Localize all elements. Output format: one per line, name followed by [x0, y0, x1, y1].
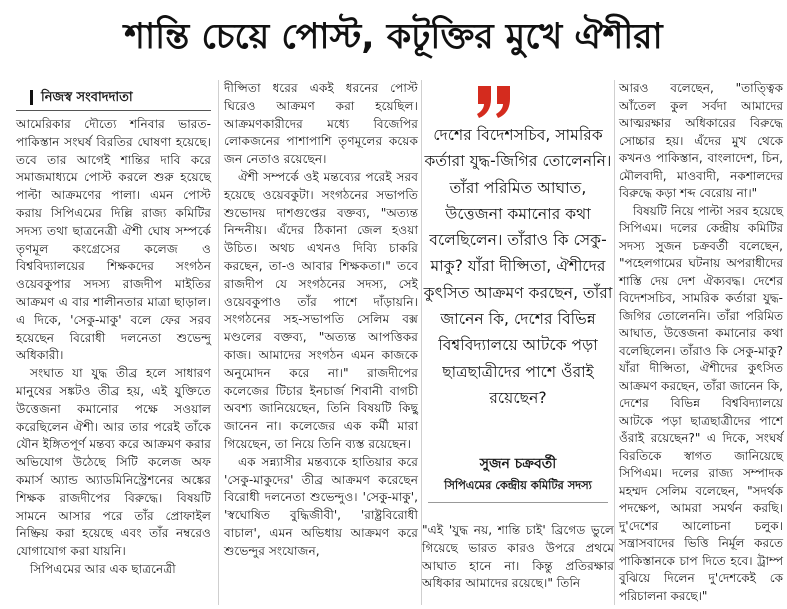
pull-quote-rule: [428, 502, 608, 503]
byline-rule: [16, 110, 211, 111]
column-1: [16, 116, 211, 579]
column-4: [619, 80, 783, 605]
byline-text: নিজস্ব সংবাদদাতা: [30, 90, 133, 105]
byline: [16, 86, 211, 112]
paragraph: বিষয়টি নিয়ে পাল্টা সরব হয়েছে সিপিএম। দলের কেন্দ্রীয় কমিটির সদস্য সুজন চক্রবর্তী বলেছেন, "পহেলগামের ঘটনায় অপরাধীদের শাস্তি দেয় দেশ ঐক্যবদ্ধ। দেশের বিদেশসচিব, সামরিক কর্তারা যুদ্ধ-জিগির তোলেননি। তাঁরা পরিমিত আঘাত, উত্তেজনা কমানোর কথা বলেছিলেন। তাঁরাও কি সেকু-মাকু? যাঁরা দীপ্সিতা, ঐশীদের কুৎসিত আক্রমণ করছেন, তাঁরা জানেন কি, দেশের বিভিন্ন বিশ্ববিদ্যালয়ে আটকে পড়া ছাত্রছাত্রীদের পাশে ওঁরাই রয়েছেন?" এ দিকে, সংঘর্ষ বিরতিকে স্বাগত জানিয়েছে সিপিএম। দলের রাজ্য সম্পাদক মহম্মদ সেলিম বলেছেন, "সদর্থক পদক্ষেপ, আমরা সমর্থন করছি। দু'দেশের আলোচনা চলুক। সন্ত্রাসবাদের ভিত্তি নির্মূল করতে পাকিস্তানকে চাপ দিতে হবে। ট্রাম্প বুঝিয়ে দিলেন দু'দেশকেই কে পরিচালনা করছে।": [619, 203, 783, 603]
headline: শান্তি চেয়ে পোস্ট, কটূক্তির মুখে ঐশীরা: [124, 16, 663, 57]
pull-quote-text: দেশের বিদেশসচিব, সামরিক কর্তারা যুদ্ধ-জিগির তোলেননি। তাঁরা পরিমিত আঘাত, উত্তেজনা কমানোর কথা বলেছিলেন। তাঁরাও কি সেকু-মাকু? যাঁরা দীপ্সিতা, ঐশীদের কুৎসিত আক্রমণ করছেন, তাঁরা জানেন কি, দেশের বিভিন্ন বিশ্ববিদ্যালয়ে আটকে পড়া ছাত্রছাত্রীদের পাশে ওঁরাই রয়েছেন?: [423, 126, 613, 407]
paragraph: আমেরিকার দৌত্যে শনিবার ভারত-পাকিস্তান সংঘর্ষ বিরতির ঘোষণা হয়েছে। তবে তার আগেই শান্তির দাবি করে সমাজমাধ্যমে পোস্ট করলে শুরু হয়েছে পাল্টা আক্রমণের পালা। এমন পোস্ট করায় সিপিএমের দিল্লি রাজ্য কমিটির সদস্য তথা ছাত্রনেত্রী ঐশী ঘোষ সম্পর্কে তৃণমূল কংগ্রেসের কলেজ ও বিশ্ববিদ্যালয়ের শিক্ষকদের সংগঠন ওয়েবকুপার সদস্য রাজদীপ মাইতির আক্রমণ এ বার শালীনতার মাত্রা ছাড়াল। এ দিকে, 'সেকু-মাকু' বলে ফের সরব হয়েছেন বিরোধী দলনেতা শুভেন্দু অধিকারী।: [16, 117, 211, 363]
paragraph: এক সন্ন্যাসীর মন্তব্যকে হাতিয়ার করে 'সেকু-মাকুদের' তীব্র আক্রমণ করেছেন বিরোধী দলনেতা শুভেন্দুও। 'সেকু-মাকু', 'স্বঘোষিত বুদ্ধিজীবী', 'রাষ্ট্রবিরোধী বাচাল', এমন অভিধায় আক্রমণ করে শুভেন্দুর সংযোজন,: [224, 454, 418, 558]
column-3-bottom: [422, 522, 614, 593]
quote-mark-icon: [474, 82, 514, 124]
paragraph: আরও বলেছেন, "তাত্ত্বিক আঁতেল কুল সর্বদা আমাদের আত্মরক্ষার অধিকারের বিরুদ্ধে সোচ্চার হয়। এঁদের মুখ থেকে কখনও পাকিস্তান, বাংলাদেশ, চিন, মৌলবাদী, মাওবাদী, নকশালদের বিরুদ্ধে কড়া শব্দ বেরোয় না।": [619, 81, 783, 200]
column-2: [224, 80, 418, 561]
paragraph: সিপিএমের আর এক ছাত্রনেত্রী: [30, 561, 176, 576]
paragraph: "এই 'যুদ্ধ নয়, শান্তি চাই' ব্রিগেড ভুলে গিয়েছে ভারত কারও উপরে প্রথমে আঘাত হানে না। কিন্তু প্রতিরক্ষার অধিকার আমাদের রয়েছে।" তিনি: [422, 523, 614, 591]
paragraph: ঐশী সম্পর্কে ওই মন্তব্যের পরেই সরব হয়েছে ওয়েবকুটা। সংগঠনের সভাপতি শুভোদয় দাশগুপ্তের বক্তব্য, "অত্যন্ত নিন্দনীয়। এঁদের ঠিকানা জেল হওয়া উচিত। অথচ এখনও দিব্যি চাকরি করছেন, তা-ও আবার শিক্ষকতা।" তবে রাজদীপ যে সংগঠনের সদস্য, সেই ওয়েবকুপাও তাঁর পাশে দাঁড়ায়নি। সংগঠনের সহ-সভাপতি সেলিম বক্স মণ্ডলের বক্তব্য, "অত্যন্ত আপত্তিকর কাজ। আমাদের সংগঠন এমন কাজকে অনুমোদন করে না।" রাজদীপের কলেজের টিচার ইনচার্জ শিবানী বাগচী অবশ্য জানিয়েছেন, তিনি বিষয়টি কিছু জানেন না। কলেজের এক কর্মী মারা গিয়েছেন, তা নিয়ে তিনি ব্যস্ত রয়েছেন।: [224, 169, 418, 451]
paragraph: সংঘাত যা যুদ্ধ তীব্র হলে সাধারণ মানুষের সঙ্কটও তীব্র হয়, এই যুক্তিতে উত্তেজনা কমানোর পক্ষে সওয়াল করেছিলেন ঐশী। আর তার পরেই তাঁকে যৌন ইঙ্গিতপূর্ণ মন্তব্য করে আক্রমণ করার অভিযোগ উঠেছে সিটি কলেজ অফ কমার্স অ্যান্ড অ্যাডমিনিস্ট্রেশনের অঙ্কের শিক্ষক রাজদীপের বিরুদ্ধে। বিষয়টি সামনে আসার পরে তাঁর প্রোফাইল নিষ্ক্রিয় করা হয়েছে এবং তাঁর নম্বরেও যোগাযোগ করা যায়নি।: [16, 366, 211, 559]
paragraph: দীপ্সিতা ধরের একই ধরনের পোস্ট ঘিরেও আক্রমণ করা হয়েছিল। আক্রমণকারীদের মধ্যে বিজেপির লোকজনের পাশাপাশি তৃণমূলের কয়েক জন নেতাও রয়েছেন।: [224, 81, 418, 167]
pull-quote-author: সুজন চক্রবর্তী: [479, 456, 557, 472]
pull-quote-role: সিপিএমের কেন্দ্রীয় কমিটির সদস্য: [444, 479, 592, 492]
column-divider: [218, 80, 219, 605]
column-divider: [614, 80, 615, 605]
